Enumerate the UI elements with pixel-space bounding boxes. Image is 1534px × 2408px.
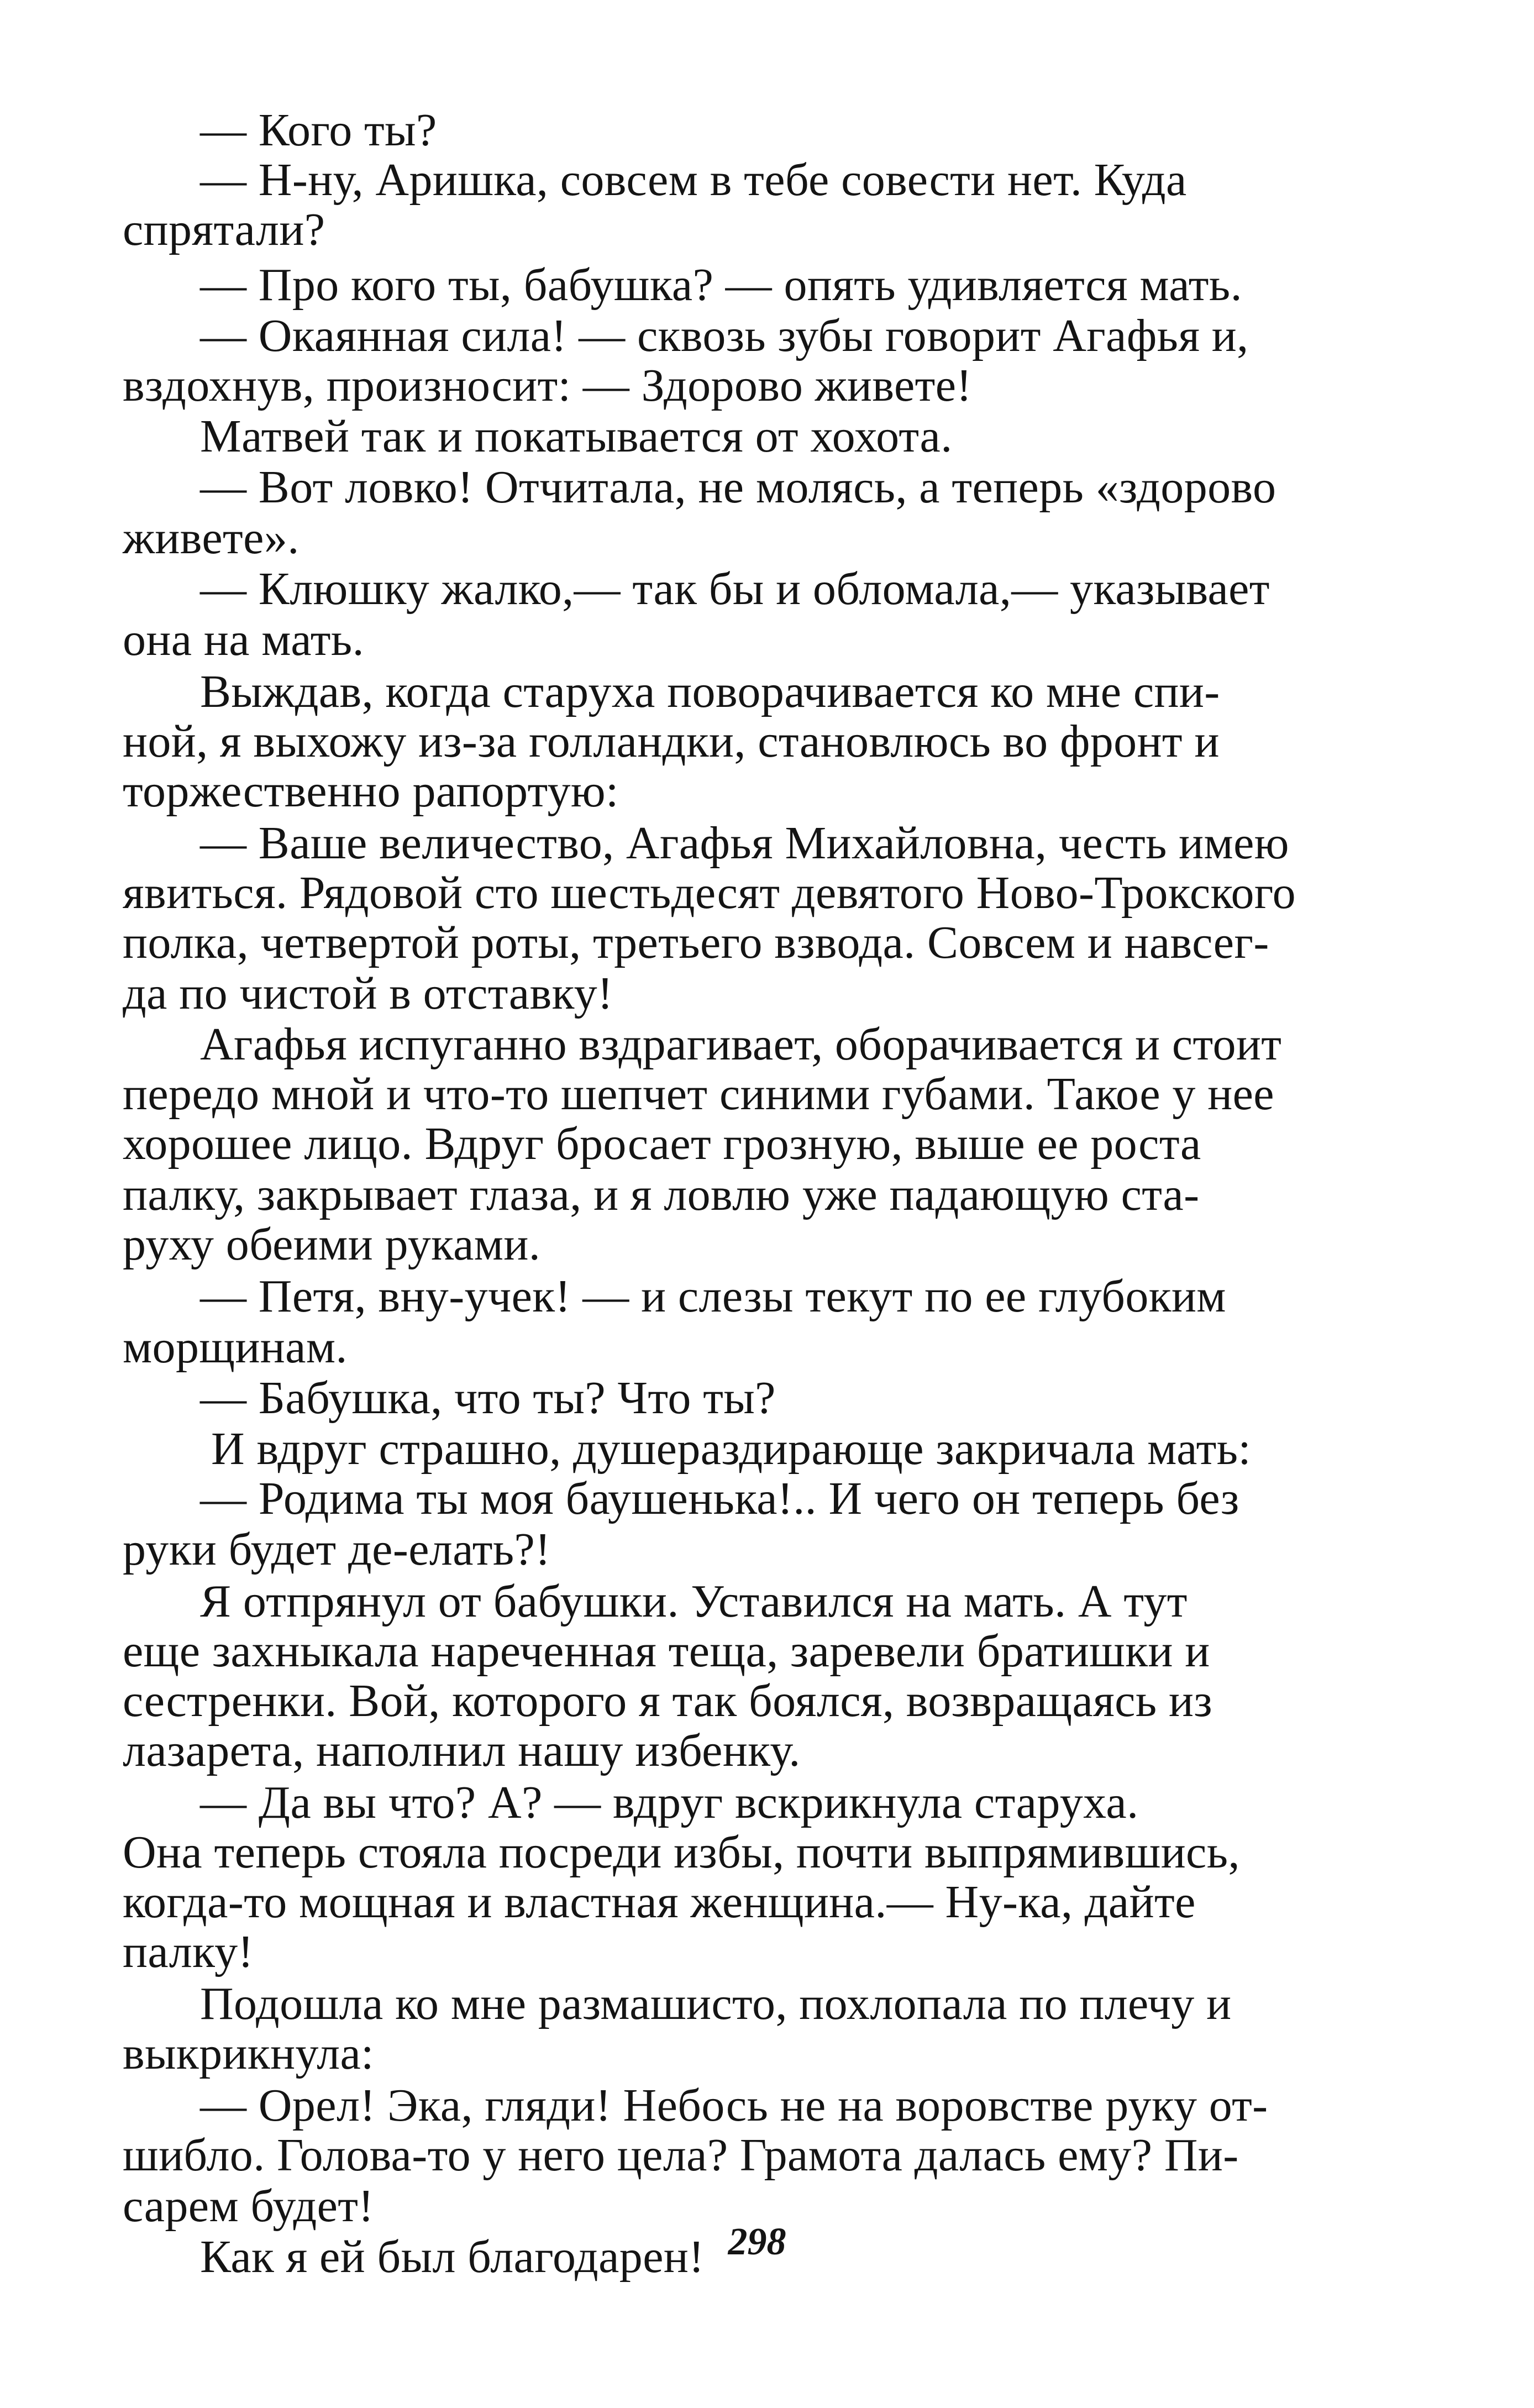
text-line: когда-то мощная и властная женщина.— Ну-ка, дайте: [123, 1876, 1196, 1928]
text-line: Она теперь стояла посреди избы, почти выпрямившись,: [123, 1827, 1240, 1878]
text-line: — Бабушка, что ты? Что ты?: [200, 1372, 776, 1424]
text-line: И вдруг страшно, душераздирающе закричала мать:: [211, 1423, 1252, 1475]
text-line: — Н-ну, Аришка, совсем в тебе совести нет. Куда: [200, 154, 1187, 206]
text-line: торжественно рапортую:: [123, 765, 619, 817]
text-line: палку!: [123, 1926, 254, 1977]
text-line: еще захныкала нареченная теща, заревели братишки и: [123, 1625, 1210, 1677]
text-line: она на мать.: [123, 614, 364, 665]
text-line: Я отпрянул от бабушки. Уставился на мать. А тут: [200, 1576, 1188, 1627]
text-line: вздохнув, произносит: — Здорово живете!: [123, 360, 972, 411]
text-line: живете».: [123, 512, 300, 564]
text-line: передо мной и что-то шепчет синими губами. Такое у нее: [123, 1068, 1274, 1120]
text-line: Агафья испуганно вздрагивает, оборачивается и стоит: [200, 1019, 1282, 1070]
text-line: — Кого ты?: [200, 104, 437, 156]
text-line: — Да вы что? А? — вдруг вскрикнула старуха.: [200, 1777, 1139, 1828]
text-line: — Клюшку жалко,— так бы и обломала,— указывает: [200, 563, 1270, 615]
text-line: — Про кого ты, бабушка? — опять удивляется мать.: [200, 259, 1243, 311]
text-line: хорошее лицо. Вдруг бросает грозную, выше ее роста: [123, 1118, 1201, 1169]
page-number: 298: [728, 2221, 786, 2263]
text-line: ной, я выхожу из-за голландки, становлюсь во фронт и: [123, 716, 1220, 767]
text-line: — Вот ловко! Отчитала, не молясь, а теперь «здорово: [200, 461, 1276, 513]
text-line: явиться. Рядовой сто шестьдесят девятого Ново-Трокского: [123, 867, 1296, 919]
text-line: полка, четвертой роты, третьего взвода. Совсем и навсег-: [123, 917, 1269, 968]
text-line: лазарета, наполнил нашу избенку.: [123, 1725, 801, 1776]
text-line: — Окаянная сила! — сквозь зубы говорит Агафья и,: [200, 310, 1249, 361]
text-line: палку, закрывает глаза, и я ловлю уже падающую ста-: [123, 1169, 1200, 1220]
text-line: выкрикнула:: [123, 2028, 374, 2079]
text-line: сарем будет!: [123, 2180, 374, 2232]
text-line: морщинам.: [123, 1321, 348, 1373]
text-line: спрятали?: [123, 204, 325, 255]
text-line: Как я ей был благодарен!: [200, 2231, 705, 2283]
text-line: да по чистой в отставку!: [123, 968, 613, 1019]
text-line: — Ваше величество, Агафья Михайловна, честь имею: [200, 817, 1289, 869]
text-line: шибло. Голова-то у него цела? Грамота далась ему? Пи-: [123, 2129, 1239, 2181]
text-line: руки будет де-елать?!: [123, 1524, 551, 1575]
text-line: Выждав, когда старуха поворачивается ко мне спи-: [200, 666, 1220, 717]
text-line: сестренки. Вой, которого я так боялся, возвращаясь из: [123, 1675, 1212, 1727]
text-line: — Орел! Эка, гляди! Небось не на воровстве руку от-: [200, 2080, 1268, 2131]
text-line: — Родима ты моя баушенька!.. И чего он теперь без: [200, 1473, 1239, 1524]
text-line: — Петя, вну-учек! — и слезы текут по ее глубоким: [200, 1271, 1226, 1322]
text-line: Подошла ко мне размашисто, похлопала по плечу и: [200, 1978, 1232, 2029]
text-line: руху обеими руками.: [123, 1219, 541, 1270]
text-line: Матвей так и покатывается от хохота.: [200, 411, 953, 462]
